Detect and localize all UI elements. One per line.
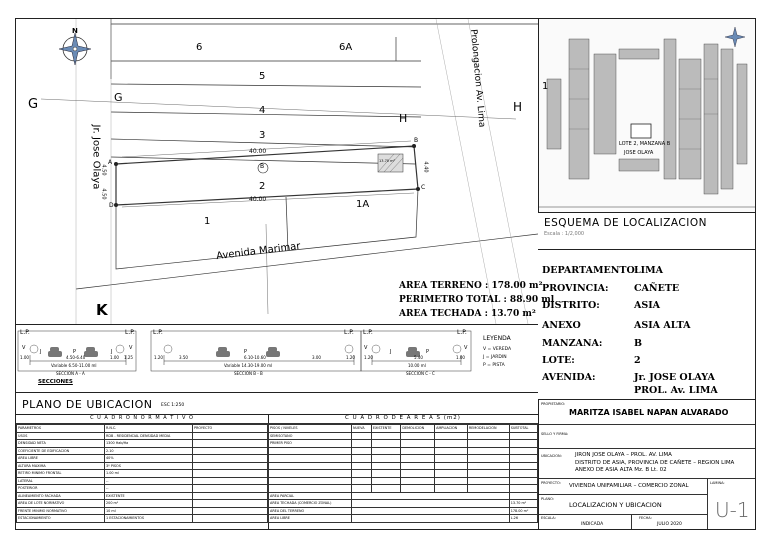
info-label-lote: LOTE: [542,355,575,366]
section-mark-h1: H [399,112,408,125]
sec-a-variable: Variable 6.50-11.00 ml [51,363,97,368]
plano-cell [539,494,708,515]
sec-b-dim-1: 1.20 [154,355,163,360]
normativo-cell [193,432,268,440]
legend-key: V [483,347,487,352]
firma-label: SELLO Y FIRMA: [541,432,569,436]
sec-b-dim-5: 1.20 [346,355,355,360]
ubicacion-line-2: DISTRITO DE ASIA, PROVINCIA DE CAÑETE – REGION LIMA [575,460,735,466]
areas-cell [509,440,537,448]
sec-a-dim-3: 1.00 [110,355,119,360]
legend-item-vereda: V = VEREDA [483,347,512,352]
esquema-panel [538,19,756,213]
sec-c-dim-3: 1.00 [456,355,465,360]
lamina-label: LAMINA: [710,481,725,485]
normativo-cell: COEFICIENTE DE EDIFICACION [17,447,105,455]
areas-header: REMODELACION [467,425,509,433]
lot-6-label: 6 [196,42,203,53]
dim-right: 4.40 [422,161,429,173]
lot-1a-label: 1A [356,199,370,210]
proyecto-label: PROYECTO: [541,481,561,485]
lot-5-label: 5 [259,71,266,82]
table-row [269,500,538,508]
table-row [269,440,538,448]
proyecto-cell [539,478,708,495]
lot-1-label: 1 [204,216,211,227]
info-value-distrito: ASIA [634,300,661,311]
normativo-cell: 2.10 [105,447,193,455]
normativo-cell: 1 ESTACIONAMIENTOS [105,515,193,523]
mark-j-c: J [390,349,392,355]
areas-header: NUEVA [352,425,372,433]
lp-marker-3: L.P. [153,329,163,336]
propietario-label: PROPIETARIO: [541,402,566,406]
ubicacion-line-1: JIRON JOSE OLAYA – PROL. AV. LIMA [575,452,672,458]
street-bottom-label: Avenida Marimar [215,240,302,263]
normativo-cell [193,462,268,470]
fecha-value: JULIO 2020 [657,522,682,527]
plano-name: LOCALIZACION Y UBICACION [569,501,662,509]
mark-v-a2: V [129,345,133,351]
table-row [269,462,538,470]
sec-b-dim-2: 3.50 [179,355,188,360]
areas-cell [509,492,537,500]
normativo-cell: 3º PISOS [105,462,193,470]
legend-item-pista: P = PISTA [483,363,505,368]
north-compass-icon [59,27,91,65]
normativo-cell: LATERAL [17,477,105,485]
normativo-cell [193,492,268,500]
sec-b-caption: SECCION B - B [234,371,263,376]
legend-text: VEREDA [492,347,512,352]
title-block [538,399,756,530]
lot-2-label: 2 [259,181,266,192]
legend-title: LEYENDA [483,335,511,342]
area-techada: AREA TECHADA : 13.70 m² [399,309,536,319]
normativo-cell [193,455,268,463]
table-row [17,455,268,463]
areas-cell [509,432,537,440]
normativo-header: R.N.C. [105,425,193,433]
sec-a-dim-4: 1.25 [124,355,133,360]
sec-c-variable: 10.00 ml [408,363,426,368]
lp-marker-4: L.P. [344,329,354,336]
areas-cell: PRIMER PISO [269,440,352,448]
areas-cell: SEMISOTANO [269,432,352,440]
table-row [17,477,268,485]
dim-left-top: 4.50 [100,164,107,176]
esquema-side-number: 1 [542,81,549,92]
table-row [269,477,538,485]
normativo-header: PARAMETROS [17,425,105,433]
mark-j-a1: J [40,349,42,355]
location-info-panel [538,249,756,399]
patch-area-label: 13.70 m² [379,159,395,163]
info-value-lote: 2 [634,355,641,366]
normativo-cell: ALTURA MAXIMA [17,462,105,470]
ubicacion-cell [539,448,756,479]
table-row [269,507,538,515]
table-row [269,492,538,500]
table-row [269,447,538,455]
lot-3-label: 3 [259,130,266,141]
info-label-avenida: AVENIDA: [542,372,596,383]
propietario-cell [539,400,756,425]
table-row [17,432,268,440]
table-row [269,515,538,523]
areas-cell: AREA TECHADA (COMERCIO ZONAL) [269,500,352,508]
legend-text: PISTA [492,363,505,368]
lot-letter: B [260,163,265,170]
plano-scale: ESC 1:250 [161,403,185,408]
normativo-cell: FRENTE MINIMO NORMATIVO [17,507,105,515]
esquema-lote-label: LOTE 2, MANZANA B [619,141,671,147]
info-label-manzana: MANZANA: [542,338,603,349]
normativo-cell [193,515,268,523]
cuadro-areas [268,414,538,530]
lp-marker-6: L.P. [457,329,467,336]
lp-marker-2: L.P. [125,329,135,336]
normativo-cell: -- [105,477,193,485]
areas-cell: AREA DEL TERRENO [269,507,352,515]
dim-bottom: 40.00 [249,196,267,203]
normativo-cell: EXISTENTE [105,492,193,500]
table-row [17,470,268,478]
street-left-label: Jr. Jose Olaya [90,124,102,190]
sec-a-caption: SECCION A - A [56,371,85,376]
sec-c-caption: SECCION C - C [406,371,435,376]
dim-left-bottom: 4.50 [100,188,107,200]
normativo-cell [193,477,268,485]
perimetro-total: PERIMETRO TOTAL : 88.90 ml [399,295,555,305]
esquema-lote-street: JOSE OLAYA [624,150,654,156]
sec-b-dim-3: 6.10-10.60 [244,355,266,360]
cuadro-normativo [16,414,269,530]
table-row [269,470,538,478]
section-mark-h2: H [513,100,523,114]
normativo-cell: 200 m² [105,500,193,508]
mark-v-c1: V [364,345,368,351]
normativo-cell: AREA DE LOTE NORMATIVO [17,500,105,508]
areas-cell: L.26 [509,515,537,523]
lp-marker-5: L.P. [363,329,373,336]
fecha-label: FECHA: [639,516,652,520]
info-label-anexo: ANEXO [542,320,581,331]
normativo-cell: POSTERIOR [17,485,105,493]
normativo-cell: 1300 Hab/Ha [105,440,193,448]
normativo-cell: DENSIDAD NETA [17,440,105,448]
ubicacion-label: UBICACION: [541,454,562,458]
section-mark-k: K [96,301,108,319]
sec-c-dim-2: 5.40 [414,355,423,360]
area-terreno: AREA TERRENO : 178.00 m² [399,281,543,291]
normativo-cell: ESTACIONAMIENTO [17,515,105,523]
escala-fecha-cell [539,514,708,530]
legend-key: J [483,355,485,360]
table-row [269,455,538,463]
plano-title-row [16,392,538,415]
sec-a-dim-2: 4.50-6.40 [66,355,86,360]
mark-v-a1: V [22,345,26,351]
info-value-departamento: LIMA [634,265,664,276]
lamina-cell [707,478,756,530]
mark-j-a2: J [111,349,113,355]
normativo-cell [193,447,268,455]
table-row [17,447,268,455]
normativo-cell [193,507,268,515]
areas-header: AMPLIACION [435,425,468,433]
normativo-cell [193,440,268,448]
areas-header: SUBTOTAL [509,425,537,433]
mark-p-b: P [244,349,248,355]
normativo-cell: -- [105,485,193,493]
esquema-compass-icon [725,27,745,47]
cuadro-areas-table [268,424,538,523]
info-value-avenida: Jr. JOSE OLAYA [634,372,715,383]
normativo-cell: AREA LIBRE [17,455,105,463]
table-row [17,462,268,470]
plano-label: PLANO: [541,497,555,501]
corner-b: B [414,137,419,144]
normativo-cell: RDB - RESIDENCIAL DENSIDAD MEDIA [105,432,193,440]
info-value-provincia: CAÑETE [634,283,680,294]
normativo-header: PROYECTO [193,425,268,433]
propietario-name: MARITZA ISABEL NAPAN ALVARADO [569,408,729,417]
normativo-cell [193,470,268,478]
section-mark-g2: G [114,91,123,104]
lamina-value: U-1 [715,498,750,522]
info-label-distrito: DISTRITO: [542,300,600,311]
normativo-cell: 40% [105,455,193,463]
areas-cell: 178.00 m² [509,507,537,515]
esquema-scale: Escala : 1/2,000 [544,231,585,237]
table-row [17,500,268,508]
info-label-departamento: DEPARTAMENTO: [542,265,639,276]
drawing-sheet [15,18,756,530]
cuadro-normativo-table [16,424,268,523]
info-value-avenida-2: PROL. Av. LIMA [634,385,718,396]
mark-v-c2: V [464,345,468,351]
sec-a-dim-1: 1.00 [20,355,29,360]
sec-c-dim-1: 1.20 [364,355,373,360]
dim-top: 40.00 [249,148,267,155]
sections-row [16,324,538,393]
normativo-cell: ALINEAMIENTO FACHADA [17,492,105,500]
cuadro-normativo-title: C U A D R O N O R M A T I V O [16,415,268,424]
areas-header: DEMOLICION [401,425,435,433]
info-value-manzana: B [634,338,643,349]
normativo-cell [193,485,268,493]
lot-4-label: 4 [259,105,266,116]
escala-value: INDICADA [581,522,604,527]
mark-p-a: P [73,349,77,355]
table-row [269,485,538,493]
proyecto-name: VIVIENDA UNIFAMILIAR – COMERCIO ZONAL [569,483,689,489]
normativo-cell: RETIRO MINIMO FRONTAL [17,470,105,478]
cuadro-areas-title: C U A D R O D E A R E A S (m2) [268,415,538,424]
mark-p-c: P [426,349,430,355]
esquema-title: ESQUEMA DE LOCALIZACION [544,217,707,229]
corner-a: A [108,159,113,166]
street-right-label: Prolongacion Av. Lima [467,28,487,128]
table-row [17,485,268,493]
plano-title: PLANO DE UBICACION [22,398,153,411]
ubicacion-line-3: ANEXO DE ASIA ALTA Mz. B Lt. 02 [575,467,667,473]
table-row [17,507,268,515]
legend-key: P [483,363,486,368]
lot-6a-label: 6A [339,42,353,53]
normativo-cell: 1.00 ml [105,470,193,478]
firma-cell [539,424,756,449]
sec-b-variable: Variable 14.30-19.00 ml [224,363,273,368]
sec-b-dim-4: 3.00 [312,355,321,360]
section-mark-g1: G [28,97,39,112]
normativo-cell: 10 ml [105,507,193,515]
areas-cell: 13.70 m² [509,500,537,508]
escala-label: ESCALA: [541,516,556,520]
normativo-cell [193,500,268,508]
table-row [17,440,268,448]
esquema-map [539,19,756,212]
corner-c: C [421,184,426,191]
areas-header: EXISTENTE [371,425,400,433]
table-row [17,515,268,523]
legend-item-jardin: J = JARDIN [483,355,507,360]
areas-cell: AREA PARCIAL [269,492,352,500]
secciones-label: SECCIONES [38,379,73,385]
normativo-cell: USOS [17,432,105,440]
areas-header: PISOS / NIVELES [269,425,352,433]
svg-text:N: N [72,27,78,35]
info-value-anexo: ASIA ALTA [634,320,691,331]
lp-marker-1: L.P. [20,329,30,336]
areas-cell: AREA LIBRE [269,515,352,523]
legend-text: JARDIN [490,355,507,360]
info-label-provincia: PROVINCIA: [542,283,609,294]
table-row [269,432,538,440]
table-row [17,492,268,500]
corner-d: D [109,202,114,209]
